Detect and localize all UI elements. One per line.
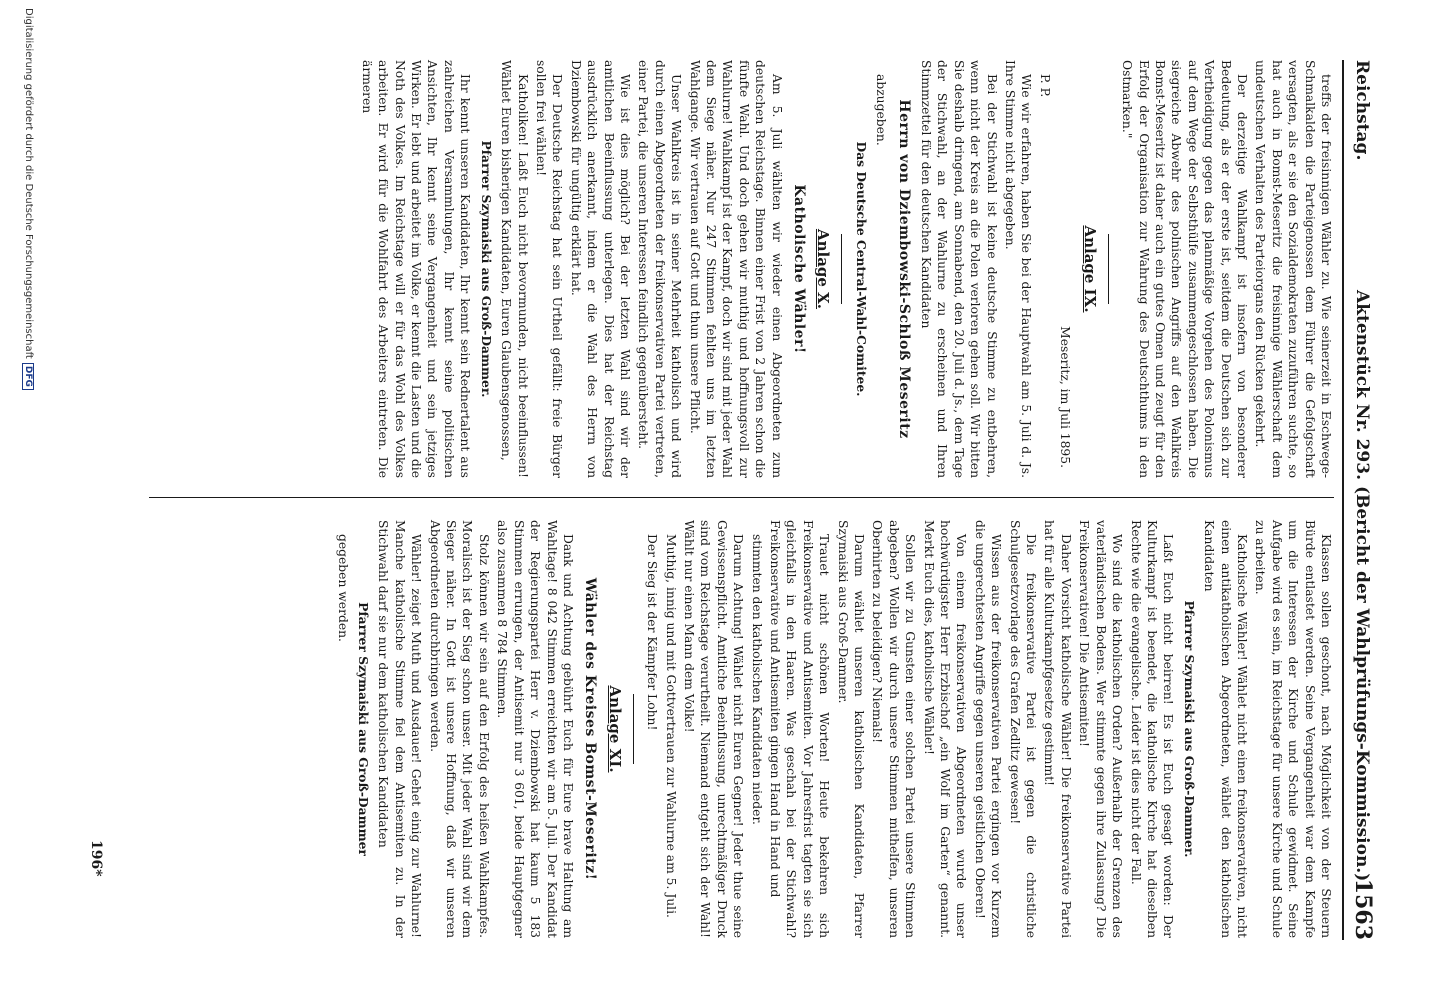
voters-bomst-meseritz-title: Wähler des Kreises Bomst-Meseritz! <box>582 577 599 881</box>
paragraph: Der Sieg ist der Kämpfer Lohn! <box>645 534 660 731</box>
page-header <box>1342 60 1378 940</box>
divider-line <box>841 234 842 304</box>
paragraph: Wähler! zeiget Muth und Ausdauer! Gehet einig zur Wahlurne! Manche katholische Stimme fiel dem Antisemiten zu. In der Stichwahl darf sie nur dem katholischen Kandidaten <box>376 520 424 938</box>
paragraph: Die freikonservative Partei ist gegen die christliche Schulgesetzvorlage des Grafen Zedlitz gewesen! <box>1007 520 1039 938</box>
candidate-signature: Pfarrer Szymaiski aus Groß-Dammer <box>356 602 372 856</box>
paragraph: Katholische Wähler! Wählet nicht einen freikonservativen, nicht einen antikatholischen Abgeordneten, wählet den katholischen Kandidaten <box>1202 520 1249 938</box>
footer-page-number: 196* <box>88 840 104 877</box>
paragraph: Wo sind die katholischen Orden? Außerhalb der Grenzen des vaterländischen Bodens. Wer stimmte gegen ihre Zulassung? Die Freikonservativen! Die Antisemiten! <box>1077 520 1125 938</box>
column-divider <box>149 497 1334 498</box>
paragraph: Laßt Euch nicht beirren! Es ist Euch gesagt worden: Der Kulturkampf ist beendet, die katholische Kirche hat dieselben Rechte wie die evangelische. Leider ist dies nicht der Fall. <box>1128 520 1176 938</box>
paragraph: stimmten den katholischen Kandidaten nieder. <box>749 534 764 825</box>
paragraph: Darum Achtung! Wählet nicht Euren Gegner! Jeder thue seine Gewissenspflicht. Amtliche Beeinflussung, unrechtmäßiger Druck sind vom Reichstage verurtheilt. Niemand entgeht sich der Wahl! Wählt nur einen Mann dem Volke! <box>681 520 746 938</box>
right-column <box>332 520 1334 938</box>
paragraph: Trauet nicht schönen Worten! Heute bekehren sich Freikonservative und Antisemiten. Vor Jahresfrist tagten sie sich gleichfalls in den Haaren. Was geschah bei der Stichwahl? Freikonservative und Antisemiten gingen Hand in Hand und <box>768 520 832 938</box>
paragraph: Wissen aus der freikonservativen Partei ergingen vor Kurzem die ungerechtesten Angriffe gegen unseren geistlichen Oberen! <box>972 520 1004 938</box>
dfg-logo-icon: DFG <box>22 363 34 390</box>
paragraph: Ihr kennt unseren Kandidaten, Ihr kennt sein Rednertalent aus zahlreichen Versammlungen, Ihr kennt seine politischen Ansichten, Ihr kennt seine Vergangenheit und sein jetziges Wirken. Er lebt und arbeitet im Volke, er kennt die Lasten und die Noth des Volkes. Im Reichstage will er für das Wohl des Volkes arbeiten. Er wird für die Wohlfahrt des Arbeiters eintreten. Die ärmeren <box>359 60 473 478</box>
salutation: P. P. <box>1037 74 1052 98</box>
committee-signature: Das Deutsche Central-Wahl-Comitee. <box>853 141 869 397</box>
paragraph: Daher Vorsicht katholische Wähler! Die freikonservative Partei hat für alle Kulturkampfgesetze gestimmt! <box>1042 520 1073 938</box>
paragraph: gegeben werden. <box>335 534 350 642</box>
paragraph: Wie wir erfahren, haben Sie bei der Hauptwahl am 5. Juli d. Js. Ihre Stimme nicht abgegeben. <box>1003 60 1034 478</box>
paragraph: Klassen sollen geschont, nach Möglichkeit von der Steuern Bürde entlastet werden. Seine Vergangenheit war dem Kampfe um die Interessen der Kirche und Schule gewidmet. Seine Aufgabe wird es sein, im Reichstage für unsere Kirche und Schule zu arbeiten. <box>1253 520 1333 938</box>
paragraph: Der Deutsche Reichstag hat sein Urtheil gefällt: freie Bürger sollen frei wählen! <box>533 60 565 478</box>
divider-line <box>1108 234 1109 304</box>
digitization-text: Digitalisierung gefördert durch die Deutsche Forschungsgemeinschaft <box>23 8 34 359</box>
header-document-number: Aktenstück Nr. 293. (Bericht der Wahlprüfungs-Kommission.) <box>1352 290 1372 882</box>
divider-line <box>633 694 634 764</box>
paragraph: Sollen wir zu Gunsten einer solchen Partei unsere Stimmen abgeben? Wollen wir durch unsere Stimmen mithelfen, unseren Oberhirten zu beleidigen? Niemals! <box>870 520 918 938</box>
paragraph: treffs der freisinnigen Wähler zu. Wie seinerzeit in Eschwege-Schmalkalden die Parteigenossen dem Führer die Gefolgschaft versagten, als er sie den Sozialdemokraten zuzuführen suchte, so hat auch in Bomst-Meseritz die freisinnige Wählerschaft dem undeutschen Verhalten des Parteiorgans den Rücken gekehrt. <box>1253 60 1333 478</box>
place-date: Meseritz, im Juli 1895. <box>1058 326 1073 468</box>
paragraph: Von einem freikonservativen Abgeordneten wurde unser hochwürdigster Herr Erzbischof „ein Wolf im Garten“ genannt. Merkt Euch dies, katholische Wähler! <box>921 520 969 938</box>
anlage-x-heading: Anlage X. <box>814 228 833 310</box>
anlage-xi-heading: Anlage XI. <box>605 685 624 773</box>
left-column <box>356 60 1334 478</box>
header-page-number: 1563 <box>1350 878 1376 940</box>
paragraph: Katholiken! Laßt Euch nicht bevormunden, nicht beeinflussen! Wählet Euren bisherigen Kandidaten, Euren Glaubensgenossen, <box>499 60 530 478</box>
header-reichstag: Reichstag. <box>1352 60 1372 161</box>
paragraph: Am 5. Juli wählten wir wieder einen Abgeordneten zum deutschen Reichstage. Binnen einer Frist von 2 Jahren schon die fünfte Wahl. Und doch gehen wir muthig und hoffnungsvoll zur Wahlurne! Wahlkampf ist der Kampf, doch wir sind mit jeder Wahl dem Siege näher. Nur 247 Stimmen fehlten uns im letzten Wahlgange. Wir vertrauen auf Gott und thun unsere Pflicht. <box>687 60 784 478</box>
candidate-signature: Pfarrer Szymaiski aus Groß-Dammer. <box>1181 600 1197 858</box>
paragraph: Wie ist dies möglich? Bei der letzten Wahl sind wir der amtlichen Beeinflussung unterlegen. Dies hat der Reichstag ausdrücklich anerkannt, indem er die Wahl des Herrn von Dziembowski für ungültig erklärt hat. <box>568 60 632 478</box>
digitization-credit <box>22 8 34 390</box>
paragraph: Darum wählet unseren katholischen Kandidaten, Pfarrer Szymaiski aus Groß-Dammer. <box>835 520 867 938</box>
paragraph: abzugeben. <box>874 74 889 146</box>
paragraph: Muthig, innig und mit Gottvertrauen zur Wahlurne am 5. Juli. <box>663 534 678 918</box>
paragraph: Stolz können wir sein auf den Erfolg des heißen Wahlkampfes. Moralisch ist der Sieg schon unser. Mit jeder Wahl sind wir dem Sieger näher. In Gott ist unsere Hoffnung, daß wir unseren Abgeordneten durchbringen werden. <box>427 520 491 938</box>
paragraph: Dank und Achtung gebührt Euch für Eure brave Haltung am Wahltage! 8 042 Stimmen erreichten wir am 5. Juli. Der Kandidat der Regierungspartei Herr v. Dziembowski hat kaum 5 183 Stimmen errungen, der Antisemit nur 3 601, beide Hauptgegner also zusammen 8 784 Stimmen. <box>495 520 575 938</box>
paragraph: Bei der Stichwahl ist keine deutsche Stimme zu entbehren, wenn nicht der Kreis an die Polen verloren gehen soll. Wir bitten Sie deshalb dringend, am Sonnabend, den 20. Juli d. Js., dem Tage der Stichwahl, an der Wahlurne zu erscheinen und Ihren Stimmzettel für den deutschen Kandidaten <box>919 60 999 478</box>
paragraph: Der derzeitige Wahlkampf ist insofern von besonderer Bedeutung, als er der erste ist, seitdem die Deutschen sich zur Vertheidigung gegen das planmäßige Vorgehen des Polonismus auf dem Wege der Selbsthülfe zusammengeschlossen haben. Die siegreiche Abwehr des polnischen Angriffs auf den Wahlkreis Bomst-Meseritz ist daher auch ein gutes Omen und zeugt für den Erfolg der Organisation zur Wahrung des Deutschthums in den Ostmarken." <box>1120 60 1249 478</box>
catholic-voters-title: Katholische Wähler! <box>791 184 808 354</box>
paragraph: Unser Wahlkreis ist in seiner Mehrheit katholisch und wird durch einen Abgeordneten der freikonservativen Partei vertreten, einer Partei, die unseren Interessen feindlich gegenübersteht. <box>636 60 684 478</box>
candidate-name: Herrn von Dziembowski-Schloß Meseritz <box>895 99 912 439</box>
candidate-signature: Pfarrer Szymaiski aus Groß-Dammer. <box>478 140 494 398</box>
anlage-ix-heading: Anlage IX. <box>1080 225 1099 313</box>
